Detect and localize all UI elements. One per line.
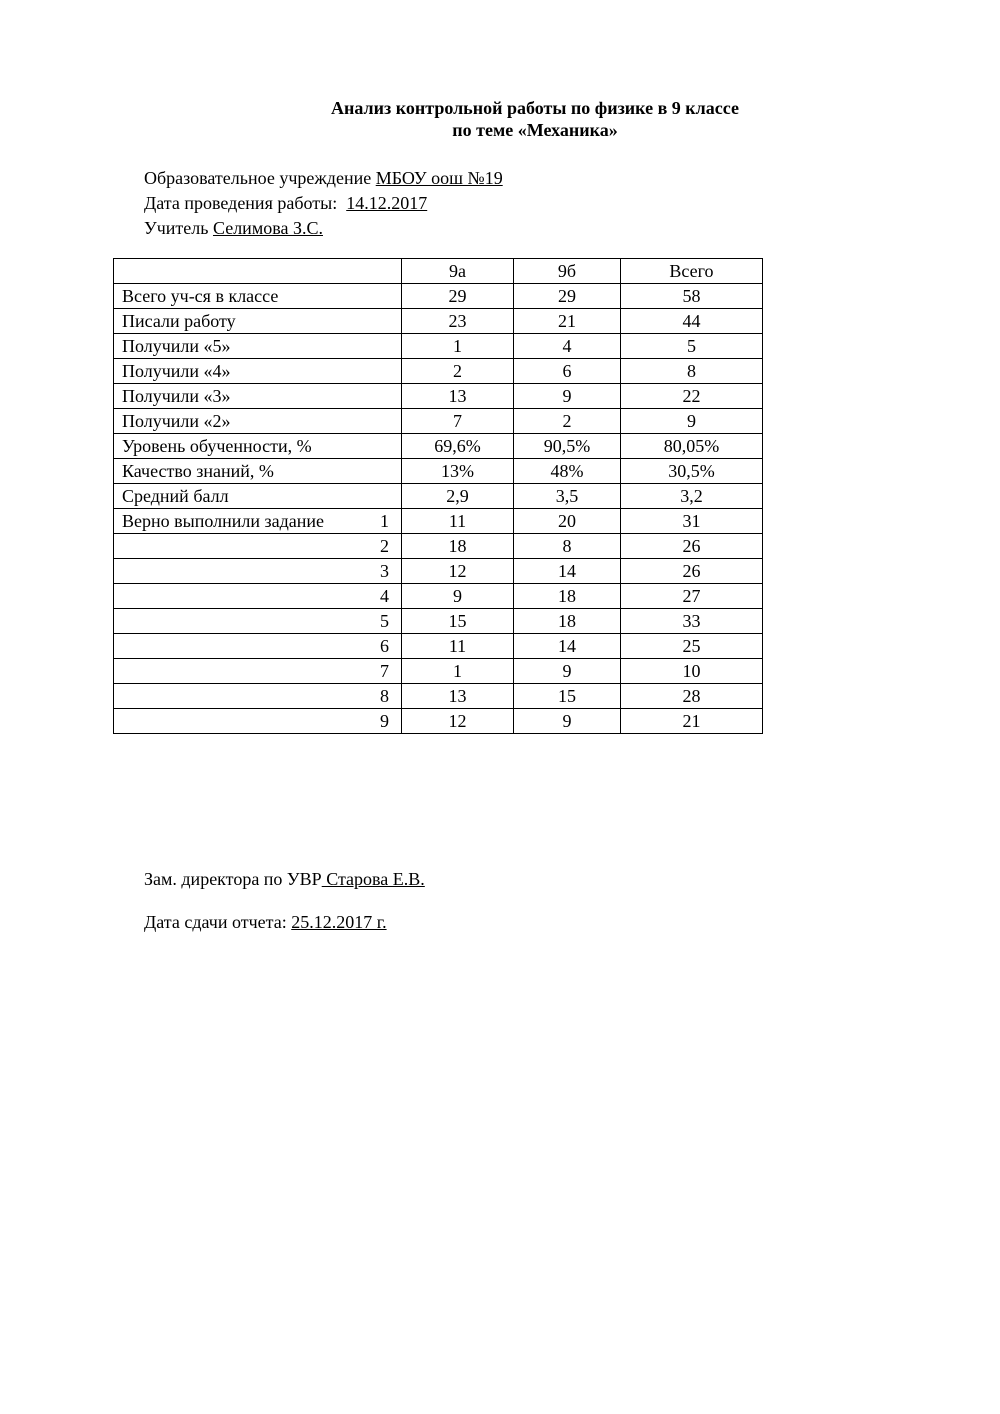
teacher-label: Учитель xyxy=(144,218,213,238)
table-row xyxy=(114,284,763,309)
row-label-cell xyxy=(114,709,402,734)
cell-9a: 69,6% xyxy=(402,434,514,459)
table-row xyxy=(114,509,763,534)
cell-total: 30,5% xyxy=(621,459,763,484)
cell-total: 26 xyxy=(621,559,763,584)
cell-total: 26 xyxy=(621,534,763,559)
date-value: 14.12.2017 xyxy=(346,193,428,213)
title-line-1: Анализ контрольной работы по физике в 9 классе xyxy=(331,98,739,118)
cell-9b: 48% xyxy=(514,459,621,484)
row-label-cell xyxy=(114,484,402,509)
table-row xyxy=(114,584,763,609)
cell-9a: 2,9 xyxy=(402,484,514,509)
table-row xyxy=(114,534,763,559)
cell-9a: 12 xyxy=(402,709,514,734)
table-row xyxy=(114,484,763,509)
task-number: 2 xyxy=(380,536,389,556)
row-label-cell xyxy=(114,659,402,684)
document-title xyxy=(0,97,1000,141)
row-label: Качество знаний, % xyxy=(122,461,274,481)
institution-value: МБОУ оош №19 xyxy=(375,168,503,188)
cell-total: 33 xyxy=(621,609,763,634)
row-label-cell xyxy=(114,684,402,709)
teacher-value: Селимова З.С. xyxy=(212,218,323,238)
row-label-cell xyxy=(114,409,402,434)
task-number: 6 xyxy=(380,636,389,656)
table-row xyxy=(114,334,763,359)
row-label-cell xyxy=(114,284,402,309)
row-label: Получили «3» xyxy=(122,386,231,406)
cell-9a: 13 xyxy=(402,684,514,709)
cell-total: 21 xyxy=(621,709,763,734)
table-header-row xyxy=(114,259,763,284)
task-number: 9 xyxy=(380,711,389,731)
cell-total: 80,05% xyxy=(621,434,763,459)
row-label-cell xyxy=(114,459,402,484)
cell-9b: 18 xyxy=(514,609,621,634)
row-label-cell xyxy=(114,359,402,384)
row-label-cell xyxy=(114,584,402,609)
row-label: Верно выполнили задание xyxy=(122,511,324,531)
row-label-cell xyxy=(114,609,402,634)
cell-total: 31 xyxy=(621,509,763,534)
header-cell-9b: 9б xyxy=(514,259,621,284)
cell-9a: 1 xyxy=(402,334,514,359)
cell-9b: 14 xyxy=(514,559,621,584)
cell-9a: 18 xyxy=(402,534,514,559)
deputy-value: Старова Е.В. xyxy=(321,869,425,889)
table-row xyxy=(114,359,763,384)
cell-total: 27 xyxy=(621,584,763,609)
row-label-cell xyxy=(114,559,402,584)
table-row xyxy=(114,409,763,434)
table-row xyxy=(114,609,763,634)
header-cell-total: Всего xyxy=(621,259,763,284)
cell-9a: 15 xyxy=(402,609,514,634)
cell-9b: 90,5% xyxy=(514,434,621,459)
cell-total: 5 xyxy=(621,334,763,359)
table-row xyxy=(114,384,763,409)
date-line xyxy=(144,191,503,216)
cell-total: 25 xyxy=(621,634,763,659)
cell-9b: 14 xyxy=(514,634,621,659)
task-number: 4 xyxy=(380,586,389,606)
cell-total: 9 xyxy=(621,409,763,434)
cell-9a: 23 xyxy=(402,309,514,334)
institution-label: Образовательное учреждение xyxy=(144,168,376,188)
info-block xyxy=(144,166,503,241)
institution-line xyxy=(144,166,503,191)
row-label-cell xyxy=(114,509,402,534)
results-table xyxy=(113,258,763,734)
cell-9b: 6 xyxy=(514,359,621,384)
cell-9b: 18 xyxy=(514,584,621,609)
row-label-cell xyxy=(114,634,402,659)
deputy-line xyxy=(144,867,425,891)
task-number: 1 xyxy=(380,511,389,531)
table-row xyxy=(114,459,763,484)
cell-9a: 11 xyxy=(402,509,514,534)
date-label: Дата проведения работы: xyxy=(144,193,347,213)
report-date-value: 25.12.2017 г. xyxy=(291,912,387,932)
row-label-cell xyxy=(114,534,402,559)
row-label: Средний балл xyxy=(122,486,229,506)
cell-9b: 3,5 xyxy=(514,484,621,509)
table-row xyxy=(114,709,763,734)
cell-total: 3,2 xyxy=(621,484,763,509)
cell-9b: 21 xyxy=(514,309,621,334)
cell-9b: 9 xyxy=(514,709,621,734)
cell-9a: 13% xyxy=(402,459,514,484)
task-number: 7 xyxy=(380,661,389,681)
row-label-cell xyxy=(114,434,402,459)
cell-9a: 29 xyxy=(402,284,514,309)
row-label-cell xyxy=(114,309,402,334)
table-row xyxy=(114,659,763,684)
row-label-cell xyxy=(114,334,402,359)
cell-9a: 9 xyxy=(402,584,514,609)
report-date-line xyxy=(144,910,387,934)
cell-9b: 9 xyxy=(514,384,621,409)
cell-9a: 2 xyxy=(402,359,514,384)
table-row xyxy=(114,559,763,584)
cell-9b: 20 xyxy=(514,509,621,534)
cell-9b: 9 xyxy=(514,659,621,684)
row-label: Писали работу xyxy=(122,311,236,331)
task-number: 8 xyxy=(380,686,389,706)
deputy-label: Зам. директора по УВР xyxy=(144,869,322,889)
task-number: 3 xyxy=(380,561,389,581)
table-row xyxy=(114,634,763,659)
row-label: Всего уч-ся в классе xyxy=(122,286,279,306)
cell-total: 44 xyxy=(621,309,763,334)
cell-9a: 7 xyxy=(402,409,514,434)
row-label: Получили «5» xyxy=(122,336,231,356)
cell-total: 8 xyxy=(621,359,763,384)
header-cell-9a: 9а xyxy=(402,259,514,284)
cell-total: 28 xyxy=(621,684,763,709)
cell-9a: 13 xyxy=(402,384,514,409)
table-row xyxy=(114,684,763,709)
report-date-label: Дата сдачи отчета: xyxy=(144,912,292,932)
cell-9b: 8 xyxy=(514,534,621,559)
cell-9b: 15 xyxy=(514,684,621,709)
header-cell-label xyxy=(114,259,402,284)
row-label: Уровень обученности, % xyxy=(122,436,312,456)
teacher-line xyxy=(144,216,503,241)
table-row xyxy=(114,309,763,334)
cell-total: 58 xyxy=(621,284,763,309)
cell-9a: 12 xyxy=(402,559,514,584)
cell-9a: 1 xyxy=(402,659,514,684)
cell-9b: 29 xyxy=(514,284,621,309)
title-line-2: по теме «Механика» xyxy=(452,120,618,140)
row-label-cell xyxy=(114,384,402,409)
task-number: 5 xyxy=(380,611,389,631)
cell-total: 10 xyxy=(621,659,763,684)
table-row xyxy=(114,434,763,459)
cell-9b: 4 xyxy=(514,334,621,359)
cell-9b: 2 xyxy=(514,409,621,434)
cell-total: 22 xyxy=(621,384,763,409)
row-label: Получили «2» xyxy=(122,411,231,431)
row-label: Получили «4» xyxy=(122,361,231,381)
cell-9a: 11 xyxy=(402,634,514,659)
